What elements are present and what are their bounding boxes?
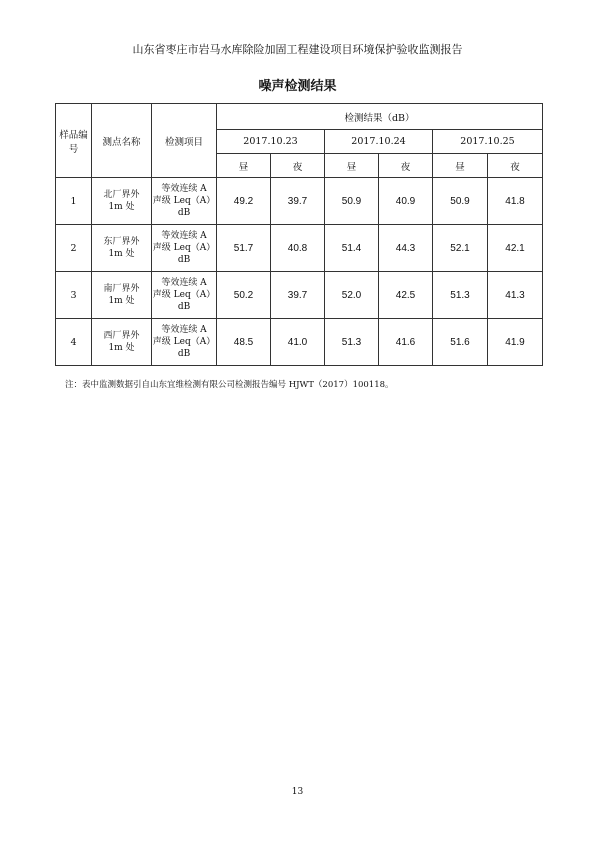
value-cell: 52.0 <box>325 272 379 319</box>
point-name-line: 南厂界外 <box>103 284 140 294</box>
day-header: 昼 <box>217 154 271 178</box>
value-cell: 41.3 <box>488 272 543 319</box>
page-title: 噪声检测结果 <box>258 79 337 94</box>
item-line: 等效连续 A <box>161 325 207 335</box>
item-line: dB <box>177 208 191 218</box>
value-cell: 52.1 <box>433 225 488 272</box>
col-header-results: 检测结果（dB） <box>217 104 543 130</box>
table-row <box>56 319 543 366</box>
item-name <box>152 178 217 225</box>
night-header: 夜 <box>271 154 325 178</box>
value-cell: 41.6 <box>379 319 433 366</box>
value-cell: 41.0 <box>271 319 325 366</box>
page-number: 13 <box>291 787 304 797</box>
value-cell: 41.8 <box>488 178 543 225</box>
date-header: 2017.10.24 <box>325 130 433 154</box>
value-cell: 42.5 <box>379 272 433 319</box>
point-name <box>92 225 152 272</box>
day-header: 昼 <box>325 154 379 178</box>
item-name <box>152 225 217 272</box>
item-line: 声级 Leq（A） <box>152 243 216 253</box>
point-name-line: 1m 处 <box>108 249 135 259</box>
item-name <box>152 319 217 366</box>
value-cell: 39.7 <box>271 178 325 225</box>
night-header: 夜 <box>488 154 543 178</box>
value-cell: 51.6 <box>433 319 488 366</box>
value-cell: 50.2 <box>217 272 271 319</box>
item-name <box>152 272 217 319</box>
item-line: 声级 Leq（A） <box>152 196 216 206</box>
value-cell: 51.4 <box>325 225 379 272</box>
item-line: dB <box>177 302 191 312</box>
col-header-item: 检测项目 <box>152 104 217 178</box>
sample-no: 2 <box>56 225 92 272</box>
item-line: dB <box>177 349 191 359</box>
table-row <box>56 272 543 319</box>
value-cell: 40.8 <box>271 225 325 272</box>
value-cell: 51.3 <box>325 319 379 366</box>
value-cell: 50.9 <box>325 178 379 225</box>
sample-no: 4 <box>56 319 92 366</box>
value-cell: 40.9 <box>379 178 433 225</box>
value-cell: 44.3 <box>379 225 433 272</box>
noise-results-table <box>55 103 543 366</box>
point-name <box>92 319 152 366</box>
value-cell: 48.5 <box>217 319 271 366</box>
item-line: 声级 Leq（A） <box>152 337 216 347</box>
item-line: 等效连续 A <box>161 278 207 288</box>
item-line: 等效连续 A <box>161 184 207 194</box>
table-footnote: 注：表中监测数据引自山东宜维检测有限公司检测报告编号 HJWT（2017）100118。 <box>65 380 394 390</box>
col-header-point-name: 测点名称 <box>92 104 152 178</box>
point-name-line: 1m 处 <box>108 296 135 306</box>
point-name-line: 西厂界外 <box>103 331 140 341</box>
report-header: 山东省枣庄市岩马水库除险加固工程建设项目环境保护验收监测报告 <box>132 43 463 56</box>
table-row <box>56 178 543 225</box>
col-header-sample-no: 样品编号 <box>56 104 92 178</box>
night-header: 夜 <box>379 154 433 178</box>
value-cell: 49.2 <box>217 178 271 225</box>
date-header: 2017.10.25 <box>433 130 543 154</box>
point-name <box>92 272 152 319</box>
date-header: 2017.10.23 <box>217 130 325 154</box>
sample-no: 1 <box>56 178 92 225</box>
point-name <box>92 178 152 225</box>
point-name-line: 东厂界外 <box>103 237 140 247</box>
value-cell: 51.3 <box>433 272 488 319</box>
item-line: 等效连续 A <box>161 231 207 241</box>
sample-no: 3 <box>56 272 92 319</box>
point-name-line: 北厂界外 <box>103 190 140 200</box>
item-line: dB <box>177 255 191 265</box>
value-cell: 50.9 <box>433 178 488 225</box>
value-cell: 41.9 <box>488 319 543 366</box>
value-cell: 51.7 <box>217 225 271 272</box>
value-cell: 42.1 <box>488 225 543 272</box>
day-header: 昼 <box>433 154 488 178</box>
table-row <box>56 225 543 272</box>
item-line: 声级 Leq（A） <box>152 290 216 300</box>
value-cell: 39.7 <box>271 272 325 319</box>
point-name-line: 1m 处 <box>108 343 135 353</box>
point-name-line: 1m 处 <box>108 202 135 212</box>
